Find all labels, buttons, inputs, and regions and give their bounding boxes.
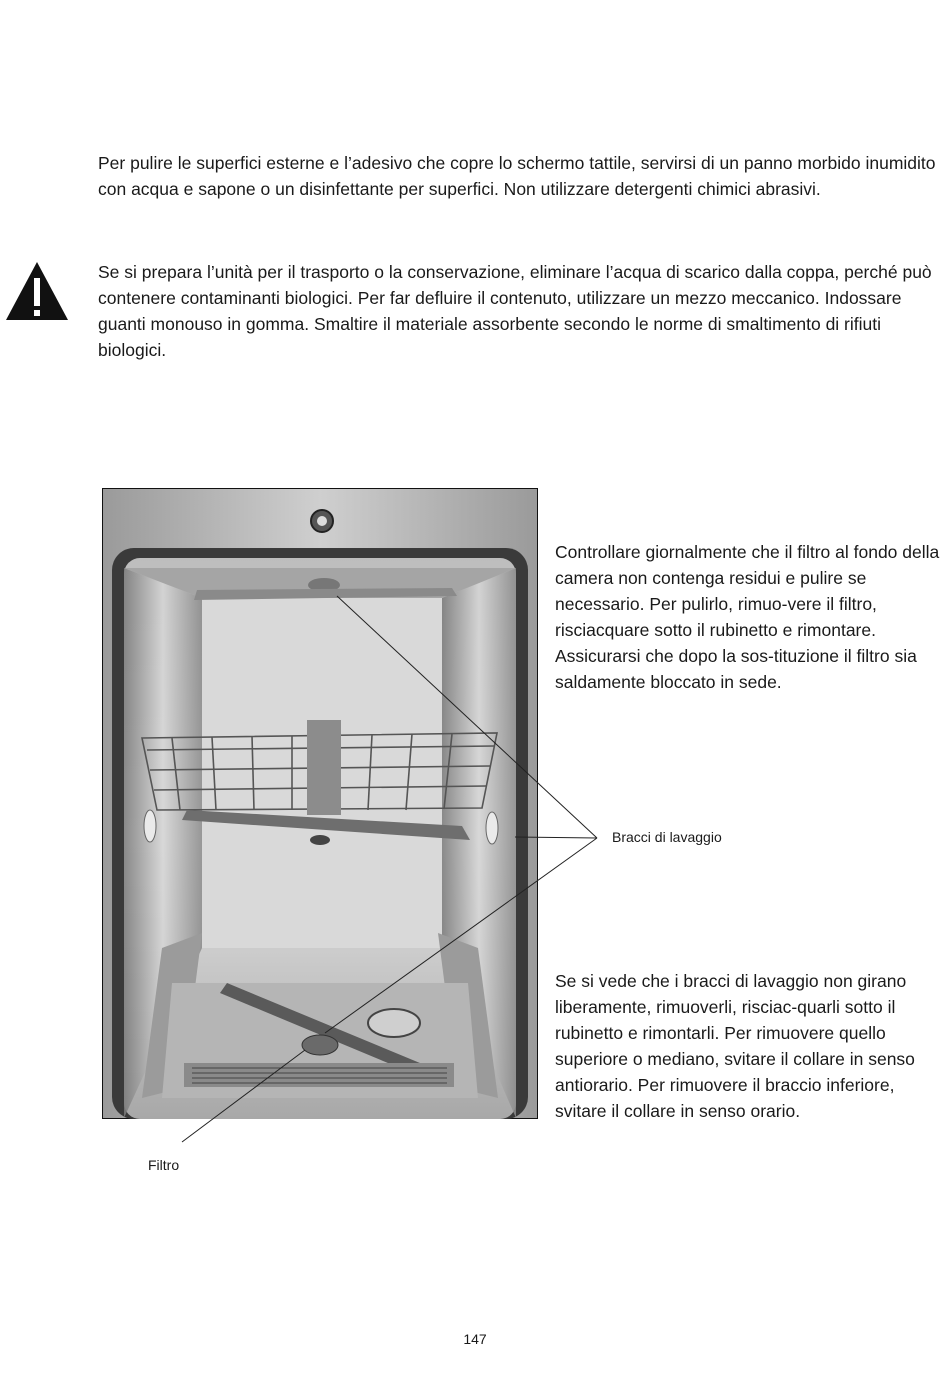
paragraph-transport-warning: Se si prepara l’unità per il trasporto o la conservazione, eliminare l’acqua di scarico dalla coppa, perché può contenere contaminanti biologici. Per far defluire il contenuto, utilizzare un mezzo meccanico. Indossare guanti monouso in gomma. Smaltire il materiale assorbente secondo le norme di smaltimento di rifiuti biologici. <box>98 262 932 360</box>
label-wash-arms: Bracci di lavaggio <box>612 829 722 845</box>
label-filter: Filtro <box>148 1157 180 1173</box>
page-number: 147 <box>463 1331 487 1347</box>
paragraph-wash-arms: Se si vede che i bracci di lavaggio non girano liberamente, rimuoverli, risciac-quarli sotto il rubinetto e rimontarli. Per rimuovere quello superiore o mediano, svitare il collare in senso antiorario. Per rimuovere il braccio inferiore, svitare il collare in senso orario. <box>555 971 915 1121</box>
paragraph-cleaning-surfaces: Per pulire le superfici esterne e l’adesivo che copre lo schermo tattile, servirsi di un panno morbido inumidito con acqua e sapone o un disinfettante per superfici. Non utilizzare detergenti chimici abrasivi. <box>98 153 936 199</box>
paragraph-filter-check: Controllare giornalmente che il filtro al fondo della camera non contenga residui e pulire se necessario. Per pulirlo, rimuo-vere il filtro, risciacquare sotto il rubinetto e rimontare. Assicurarsi che dopo la sos-tituzione il filtro sia saldamente bloccato in sede. <box>555 542 940 692</box>
dishwasher-interior-photo <box>102 488 538 1119</box>
warning-triangle-icon <box>4 260 70 322</box>
